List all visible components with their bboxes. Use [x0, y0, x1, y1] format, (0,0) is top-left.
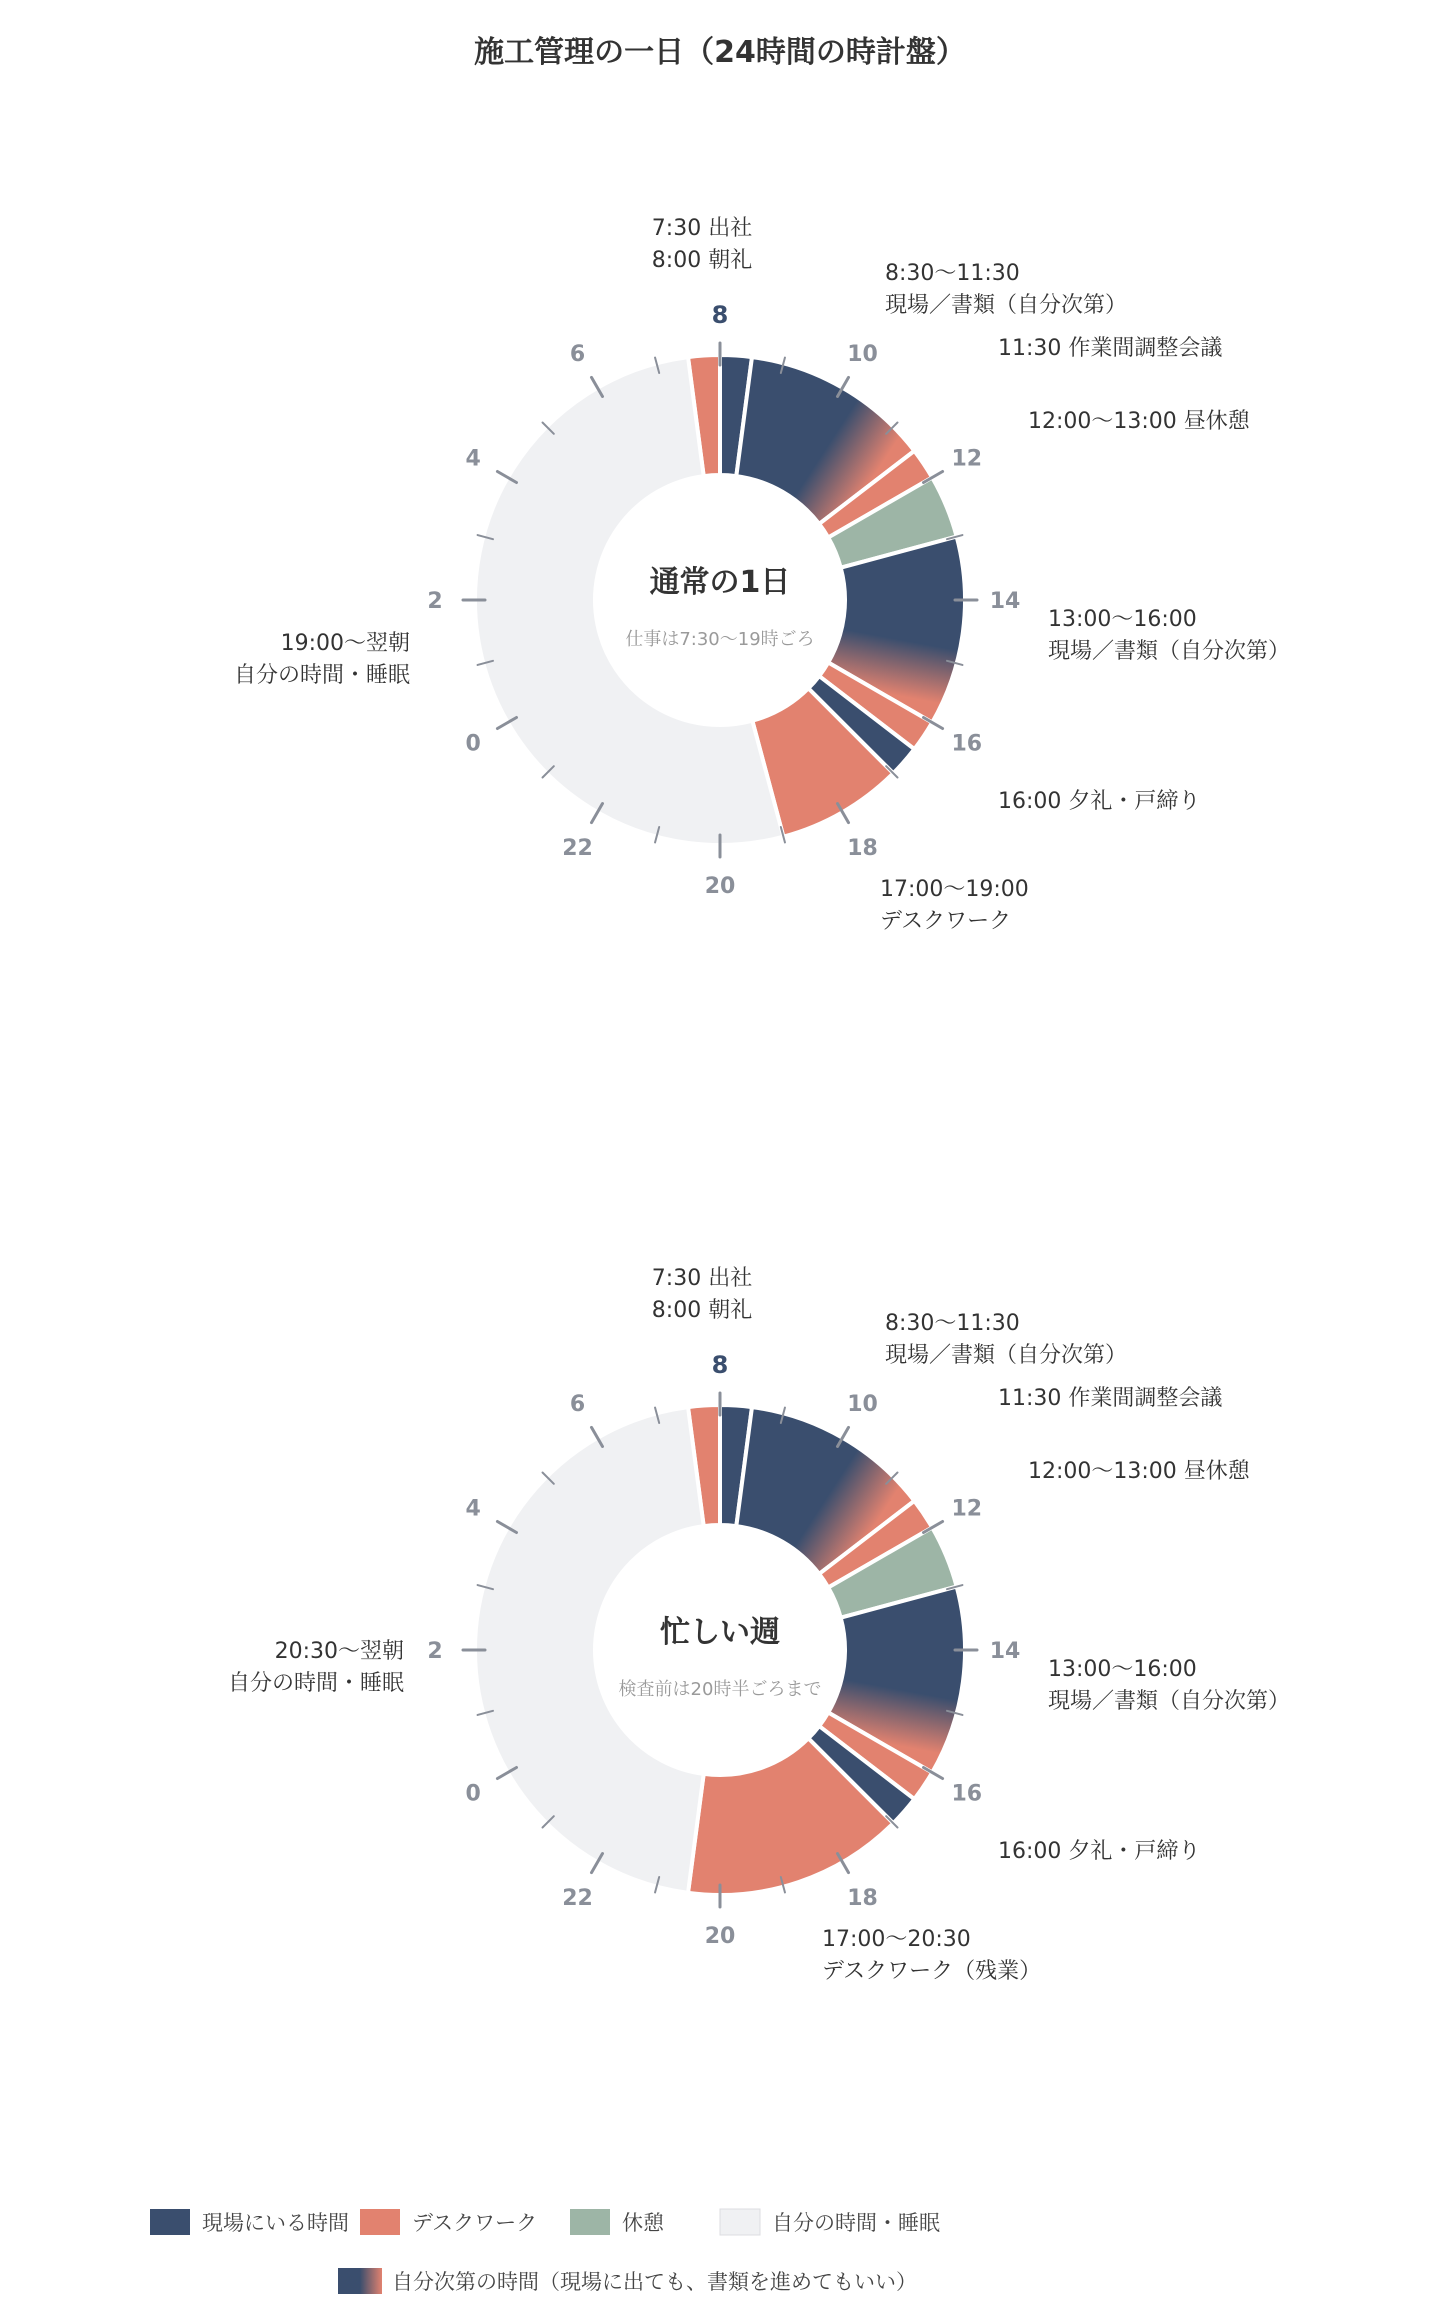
hour-label: 14 — [989, 589, 1021, 614]
hour-label: 20 — [704, 1924, 736, 1949]
hour-label: 14 — [989, 1639, 1021, 1664]
legend-swatch-rest — [570, 2209, 610, 2235]
annotation-a5: 13:00〜16:00 現場／書類（自分次第） — [1048, 607, 1291, 664]
segment-free — [475, 1407, 704, 1893]
legend-label-desk: デスクワーク — [412, 2211, 538, 2235]
hour-label: 8 — [711, 301, 729, 329]
hour-label: 0 — [465, 731, 481, 757]
hour-label: 12 — [951, 446, 983, 472]
hour-label: 0 — [465, 1781, 481, 1807]
annotation-a8: 19:00〜翌朝自分の時間・睡眠 — [233, 631, 410, 688]
annotation-a3: 11:30 作業間調整会議 — [998, 1386, 1223, 1411]
hour-label: 4 — [465, 446, 481, 472]
annotation-a7: 17:00〜19:00 デスクワーク — [880, 877, 1029, 934]
annotation-a5: 13:00〜16:00 現場／書類（自分次第） — [1048, 1657, 1291, 1714]
annotation-a4: 12:00〜13:00 昼休憩 — [1028, 409, 1250, 434]
annotation-a7: 17:00〜20:30 デスクワーク（残業） — [822, 1927, 1042, 1984]
hour-label: 16 — [951, 1781, 983, 1807]
hour-label: 10 — [847, 1392, 878, 1418]
hour-label: 18 — [847, 1885, 878, 1911]
chart-title: 施工管理の一日（24時間の時計盤） — [474, 35, 966, 70]
legend-label-flex: 自分次第の時間（現場に出ても、書類を進めてもいい） — [392, 2270, 917, 2294]
center-subtitle: 検査前は20時半ごろまで — [618, 1679, 822, 1700]
annotation-a4: 12:00〜13:00 昼休憩 — [1028, 1459, 1250, 1484]
annotation-a6: 16:00 夕礼・戸締り — [998, 789, 1201, 814]
legend-swatch-desk — [360, 2209, 400, 2235]
annotation-a6: 16:00 夕礼・戸締り — [998, 1839, 1201, 1864]
legend-swatch-field — [150, 2209, 190, 2235]
hour-label: 4 — [465, 1496, 481, 1522]
hour-label: 22 — [562, 835, 593, 861]
center-subtitle: 仕事は7:30〜19時ごろ — [625, 629, 815, 650]
hour-label: 6 — [569, 342, 586, 368]
hour-label: 22 — [562, 1885, 593, 1911]
hour-label: 16 — [951, 731, 983, 757]
hour-label: 10 — [847, 342, 878, 368]
hour-label: 2 — [427, 1639, 443, 1664]
hour-label: 18 — [847, 835, 878, 861]
hour-label: 6 — [569, 1392, 586, 1418]
clock-normal-day — [234, 216, 1290, 934]
hour-label: 12 — [951, 1496, 983, 1522]
center-title: 忙しい週 — [660, 1615, 780, 1650]
annotation-a3: 11:30 作業間調整会議 — [998, 336, 1223, 361]
legend-swatch-free — [720, 2209, 760, 2235]
center-title: 通常の1日 — [649, 565, 791, 600]
clock-busy-week — [228, 1266, 1290, 1984]
annotation-a2: 8:30〜11:30 現場／書類（自分次第） — [885, 261, 1128, 318]
hour-label: 20 — [704, 874, 736, 899]
annotation-a1: 7:30 出社 8:00 朝礼 — [651, 1266, 753, 1323]
legend-label-rest: 休憩 — [622, 2211, 664, 2235]
legend-swatch-flex — [338, 2268, 382, 2294]
legend-label-free: 自分の時間・睡眠 — [772, 2211, 940, 2235]
legend-label-field: 現場にいる時間 — [202, 2211, 349, 2235]
annotation-a1: 7:30 出社 8:00 朝礼 — [651, 216, 753, 273]
legend — [150, 2209, 940, 2294]
hour-label: 2 — [427, 589, 443, 614]
annotation-a8: 20:30〜翌朝自分の時間・睡眠 — [227, 1639, 404, 1696]
annotation-a2: 8:30〜11:30 現場／書類（自分次第） — [885, 1311, 1128, 1368]
hour-label: 8 — [711, 1351, 729, 1379]
